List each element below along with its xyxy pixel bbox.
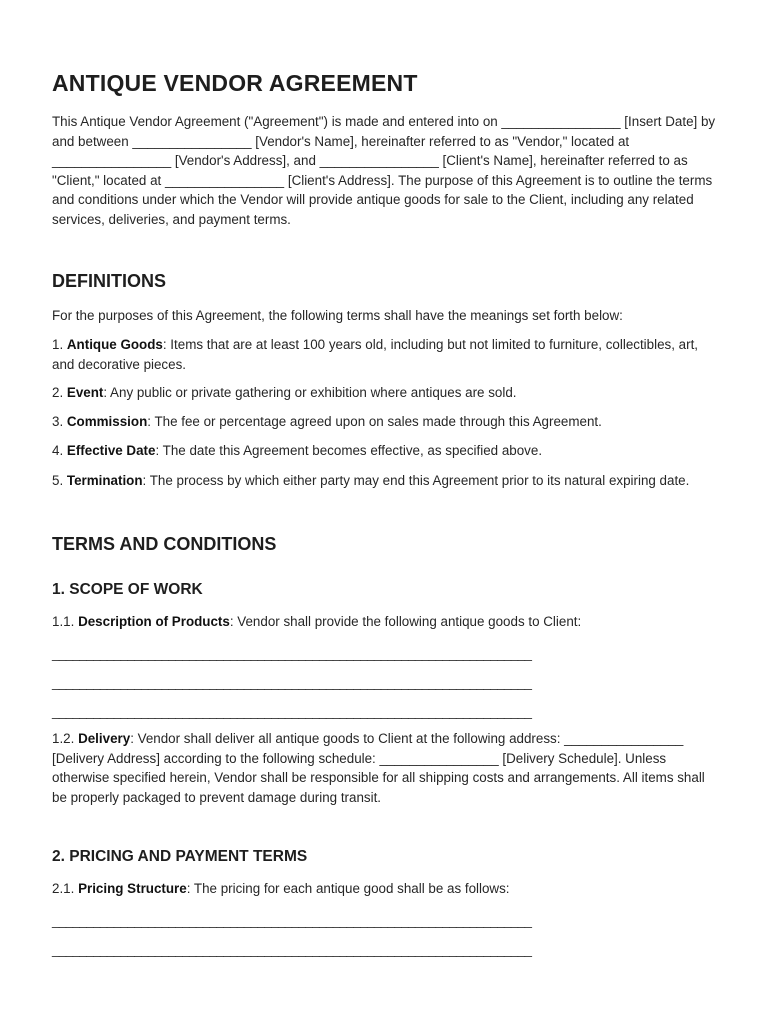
definition-number: 2. [52, 385, 67, 400]
pricing-heading: 2. PRICING AND PAYMENT TERMS [52, 848, 308, 865]
definition-text: : Items that are at least 100 years old, including but not limited to furniture, collectibles, art, and decorative pieces. [52, 337, 699, 372]
definition-number: 3. [52, 414, 67, 429]
clause-number: 1.1. [52, 614, 79, 629]
definition-term: Termination [66, 473, 143, 488]
definition-text: : The fee or percentage agreed upon on sales made through this Agreement. [147, 414, 602, 429]
definition-term: Antique Goods [66, 337, 163, 352]
clause-text: : The pricing for each antique good shall be as follows: [186, 881, 510, 896]
definition-item [52, 412, 722, 432]
clause-text: : Vendor shall provide the following antique goods to Client: [229, 614, 582, 629]
definition-text: : The date this Agreement becomes effective, as specified above. [155, 443, 543, 458]
intro-paragraph: This Antique Vendor Agreement ("Agreement") is made and entered into on ________________ [Insert Date] by and between ________________ [Vendor's Name], hereinafter referred to as "Vendor," located at ________________ [Vendor's Address], and ________________ [Client's Name], hereinafter referred to as "Client," located at ________________ [Client's Address]. The purpose of this Agreement is to outline the terms and conditions under which the Vendor will provide antique goods for sale to the Client, including any related services, deliveries, and payment terms. [52, 114, 716, 227]
definition-item [52, 383, 722, 403]
pricing-structure [52, 879, 722, 899]
clause-text: : Vendor shall deliver all antique goods to Client at the following address: ________________ [Delivery Address] according to the following schedule: ________________ [Delivery Schedule]. Unless otherwise specified herein, Vendor shall be responsible for all shipping costs and arrangements. All items shall be properly packaged to prevent damage during transit. [52, 731, 705, 805]
clause-term: Delivery [78, 731, 131, 746]
definition-item [52, 441, 722, 461]
definition-text: : The process by which either party may end this Agreement prior to its natural expiring date. [142, 473, 690, 488]
terms-heading: TERMS AND CONDITIONS [52, 534, 277, 554]
clause-term: Pricing Structure [78, 881, 187, 896]
clause-number: 1.2. [52, 731, 79, 746]
definitions-heading: DEFINITIONS [52, 271, 167, 291]
definitions-lead: For the purposes of this Agreement, the following terms shall have the meanings set forth below: [52, 308, 623, 323]
definition-text: : Any public or private gathering or exhibition where antiques are sold. [103, 385, 517, 400]
definition-number: 4. [52, 443, 67, 458]
definition-number: 1. [52, 337, 67, 352]
blank-line: ______________________________________________________________________ [52, 646, 532, 661]
definition-number: 5. [52, 473, 67, 488]
definition-term: Commission [66, 414, 148, 429]
scope-heading: 1. SCOPE OF WORK [52, 581, 203, 598]
definition-term: Effective Date [66, 443, 156, 458]
delivery-clause [52, 729, 722, 807]
document-title: ANTIQUE VENDOR AGREEMENT [52, 70, 418, 96]
blank-line: ______________________________________________________________________ [52, 913, 532, 928]
products-description [52, 612, 722, 632]
definition-item [52, 335, 722, 374]
blank-line: ______________________________________________________________________ [52, 704, 532, 719]
blank-line: ______________________________________________________________________ [52, 675, 532, 690]
clause-term: Description of Products [78, 614, 230, 629]
clause-number: 2.1. [52, 881, 79, 896]
definition-term: Event [66, 385, 104, 400]
blank-line: ______________________________________________________________________ [52, 942, 532, 957]
definition-item [52, 471, 722, 491]
